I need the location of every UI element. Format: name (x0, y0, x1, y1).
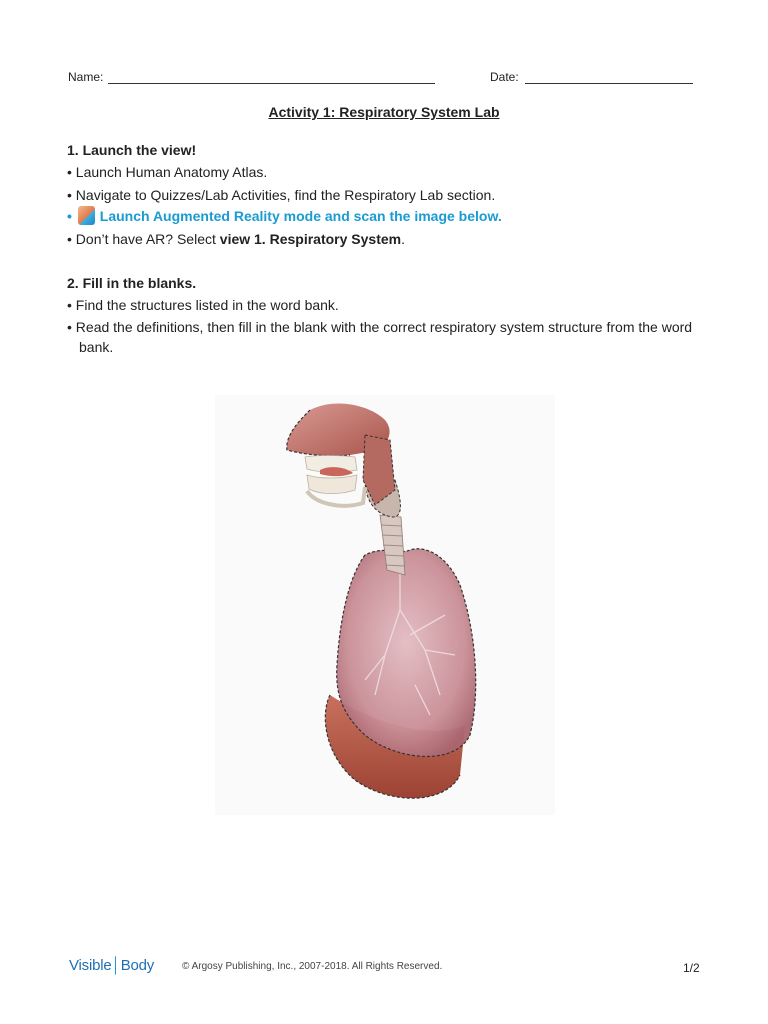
date-field[interactable] (525, 70, 693, 84)
section2-heading: 2. Fill in the blanks. (67, 275, 197, 291)
list-item: • Launch Human Anatomy Atlas. (67, 164, 268, 180)
lower-teeth (307, 475, 357, 494)
page-title: Activity 1: Respiratory System Lab (268, 104, 500, 120)
list-item: • Find the structures listed in the word bank. (67, 297, 339, 313)
ar-instruction-text: Launch Augmented Reality mode and scan the image below. (99, 208, 502, 224)
ar-instruction: • Launch Augmented Reality mode and scan the image below. (67, 208, 502, 224)
logo-part2: Body (120, 957, 155, 974)
logo-part1: Visible (69, 957, 112, 974)
name-field[interactable] (108, 70, 435, 84)
list-item: • Read the definitions, then fill in the blank with the correct respiratory system structure from the word bank. (67, 319, 693, 355)
page-number: 1/2 (683, 961, 700, 975)
list-item-text: Navigate to Quizzes/Lab Activities, find the Respiratory Lab section. (75, 187, 496, 203)
augmented-reality-icon (78, 206, 95, 225)
list-item-text: . (401, 231, 405, 247)
name-label: Name: (68, 70, 104, 84)
date-label: Date: (490, 70, 519, 84)
list-item: • Navigate to Quizzes/Lab Activities, find the Respiratory Lab section. (67, 187, 496, 203)
list-item-text: Find the structures listed in the word bank. (75, 297, 339, 313)
visible-body-logo (69, 957, 154, 974)
logo-figure-icon: │ (111, 957, 121, 974)
lung (337, 549, 476, 757)
list-item-text: Launch Human Anatomy Atlas. (75, 164, 268, 180)
list-item-text: Don’t have AR? Select (75, 231, 220, 247)
view-name: view 1. Respiratory System (219, 231, 402, 247)
copyright: © Argosy Publishing, Inc., 2007-2018. All Rights Reserved. (182, 961, 443, 972)
respiratory-system-illustration (215, 395, 555, 815)
list-item-text: Read the definitions, then fill in the blank with the correct respiratory system structure from the word bank. (75, 319, 693, 355)
section1-heading: 1. Launch the view! (67, 142, 197, 158)
list-item: • Don’t have AR? Select view 1. Respiratory System. (67, 231, 405, 247)
